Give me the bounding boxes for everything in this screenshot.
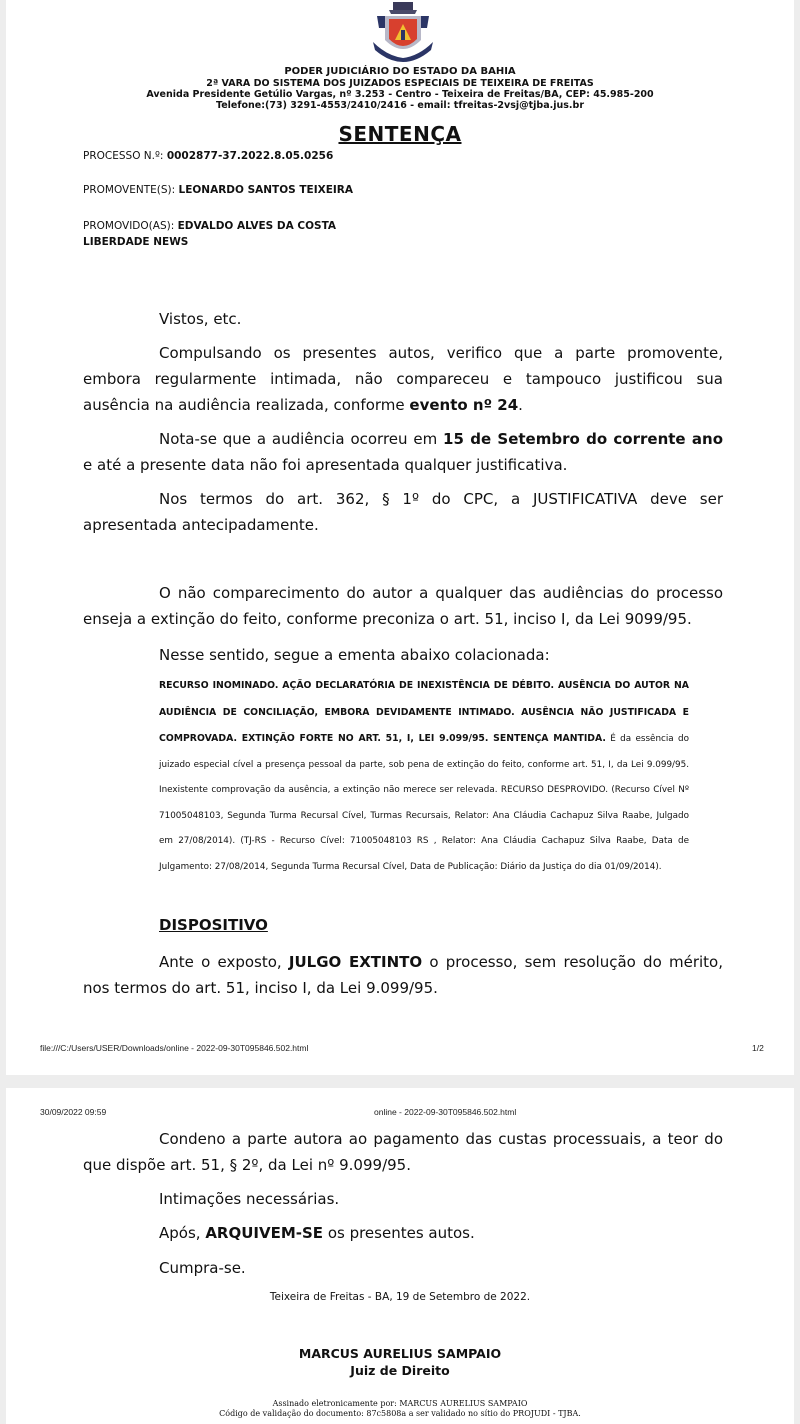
- audiencia-date: 15 de Setembro do corrente ano: [443, 430, 724, 448]
- signed-by: Assinado eletronicamente por: MARCUS AURELIUS SAMPAIO: [272, 1399, 528, 1408]
- judge-title: Juiz de Direito: [350, 1363, 450, 1378]
- paragraph-intimacoes: Intimações necessárias.: [159, 1190, 340, 1208]
- processo-label: PROCESSO N.º:: [83, 150, 164, 162]
- promovido-line: [83, 220, 336, 232]
- promovido-label: PROMOVIDO(AS):: [83, 220, 175, 232]
- document-page-1: [6, 0, 794, 1075]
- paragraph-nota: Nota-se que a audiência ocorreu em 15 de Setembro do corrente ano e até a presente data não foi apresentada qualquer justificativa.: [83, 430, 724, 474]
- print-filename: online - 2022-09-30T095846.502.html: [374, 1107, 517, 1117]
- promovido-name-1: EDVALDO ALVES DA COSTA: [177, 220, 337, 232]
- paragraph-arquivem: Após, ARQUIVEM-SE os presentes autos.: [159, 1224, 475, 1242]
- place-date: Teixeira de Freitas - BA, 19 de Setembro de 2022.: [269, 1291, 531, 1303]
- coat-of-arms-icon: [371, 2, 435, 62]
- paragraph-nao-comparecimento: O não comparecimento do autor a qualquer das audiências do processo enseja a extinção do feito, conforme preconiza o art. 51, inciso I, da Lei 9099/95.: [83, 584, 723, 628]
- paragraph-vistos: Vistos, etc.: [159, 310, 242, 328]
- arquivem-se: ARQUIVEM-SE: [205, 1224, 324, 1242]
- paragraph-cumpra: Cumpra-se.: [159, 1259, 246, 1277]
- page-number: 1/2: [752, 1043, 764, 1053]
- print-datetime: 30/09/2022 09:59: [40, 1107, 107, 1117]
- ementa-heading: RECURSO INOMINADO. AÇÃO DECLARATÓRIA DE INEXISTÊNCIA DE DÉBITO. AUSÊNCIA DO AUTOR NA AUDIÊNCIA DE CONCILIAÇÃO, EMBORA DEVIDAMENTE INTIMADO. AUSÊNCIA NÃO JUSTIFICADA E COMPROVADA. EXTINÇÃO FORTE NO ART. 51, I, LEI 9.099/95. SENTENÇA MANTIDA.: [159, 680, 689, 744]
- paragraph-condeno: Condeno a parte autora ao pagamento das custas processuais, a teor do que dispõe art. 51, § 2º, da Lei nº 9.099/95.: [83, 1130, 723, 1174]
- vara-name: 2ª VARA DO SISTEMA DOS JUIZADOS ESPECIAIS DE TEIXEIRA DE FREITAS: [206, 78, 594, 89]
- ementa-text: É da essência do juizado especial cível a presença pessoal da parte, sob pena de extinção do feito, conforme art. 51, I, da Lei 9.099/95. Inexistente comprovação da ausência, a extinção não merece ser relevada. RECURSO DESPROVIDO. (Recurso Cível Nº 71005048103, Segunda Turma Recursal Cível, Turmas Recursais, Relator: Ana Cláudia Cachapuz Silva Raabe, Julgado em 27/08/2014). (TJ-RS - Recurso Cível: 71005048103 RS , Relator: Ana Cláudia Cachapuz Silva Raabe, Data de Julgamento: 27/08/2014, Segunda Turma Recursal Cível, Data de Publicação: Diário da Justiça do dia 01/09/2014).: [159, 734, 689, 872]
- promovente-label: PROMOVENTE(S):: [83, 184, 176, 196]
- judge-name: MARCUS AURELIUS SAMPAIO: [298, 1346, 502, 1361]
- promovente-line: [83, 184, 353, 196]
- promovido-line-2: [83, 236, 188, 248]
- processo-number: 0002877-37.2022.8.05.0256: [166, 150, 334, 162]
- julgo-extinto: JULGO EXTINTO: [288, 953, 423, 971]
- court-address: Avenida Presidente Getúlio Vargas, nº 3.253 - Centro - Teixeira de Freitas/BA, CEP: 45.985-200: [146, 89, 654, 100]
- promovente-name: LEONARDO SANTOS TEIXEIRA: [178, 184, 353, 196]
- dispositivo-heading: DISPOSITIVO: [159, 916, 268, 934]
- page-title: SENTENÇA: [338, 122, 462, 146]
- paragraph-julgo: Ante o exposto, JULGO EXTINTO o processo, sem resolução do mérito, nos termos do art. 51, inciso I, da Lei 9.099/95.: [83, 953, 723, 997]
- promovido-name-2: LIBERDADE NEWS: [83, 236, 189, 248]
- validation-code: Código de validação do documento: 87c5808a a ser validado no sítio do PROJUDI - TJBA.: [219, 1409, 581, 1418]
- ementa-quote: [159, 673, 689, 880]
- court-name: PODER JUDICIÁRIO DO ESTADO DA BAHIA: [284, 66, 516, 77]
- court-contact: Telefone:(73) 3291-4553/2410/2416 - email: tfreitas-2vsj@tjba.jus.br: [215, 100, 585, 111]
- paragraph-compulsando: Compulsando os presentes autos, verifico que a parte promovente, embora regularmente intimada, não compareceu e tampouco justificou sua ausência na audiência realizada, conforme evento nº 24.: [83, 344, 723, 414]
- document-page-2: [6, 1088, 794, 1424]
- file-path: file:///C:/Users/USER/Downloads/online - 2022-09-30T095846.502.html: [40, 1043, 309, 1053]
- processo-line: [83, 150, 333, 162]
- evento-ref: evento nº 24: [409, 396, 519, 414]
- paragraph-ementa-intro: Nesse sentido, segue a ementa abaixo colacionada:: [159, 646, 550, 664]
- paragraph-cpc: Nos termos do art. 362, § 1º do CPC, a JUSTIFICATIVA deve ser apresentada antecipadamente.: [83, 490, 723, 534]
